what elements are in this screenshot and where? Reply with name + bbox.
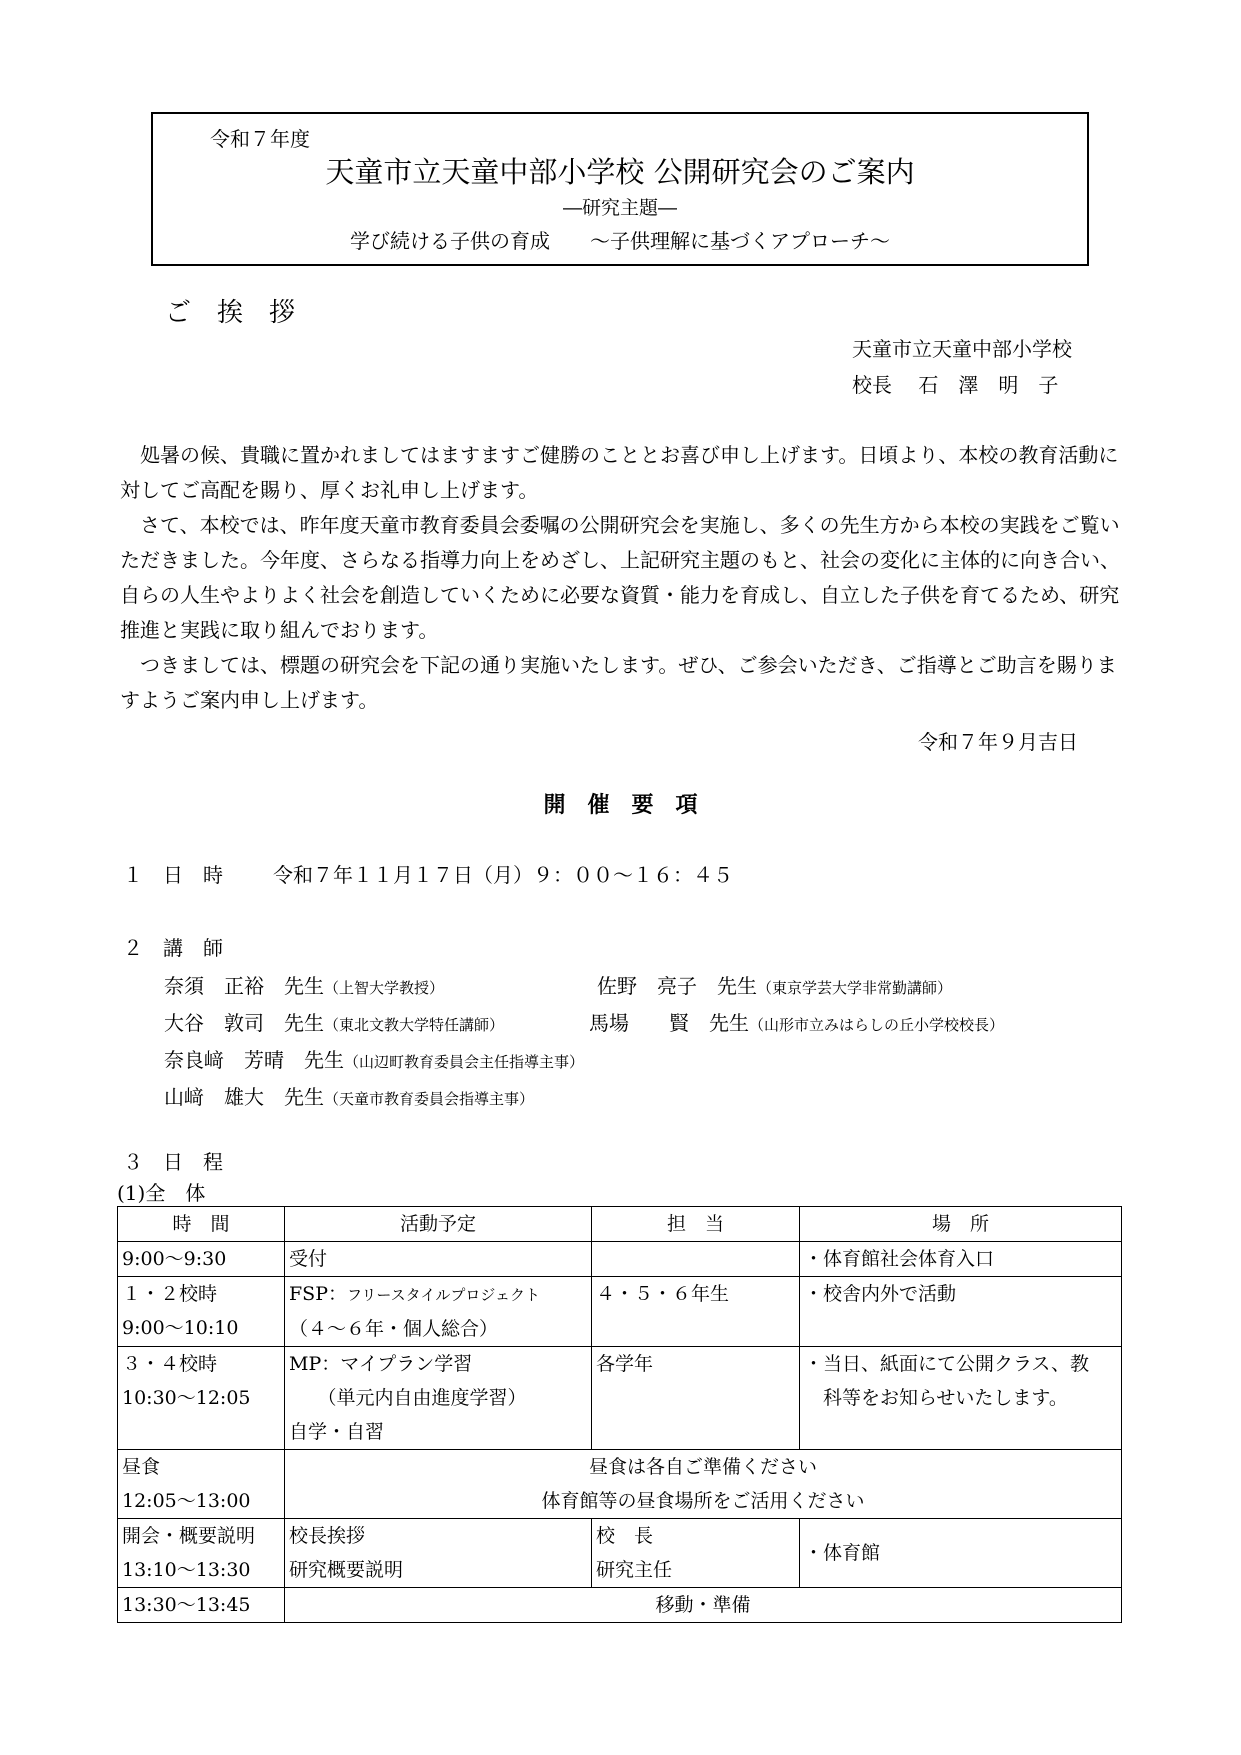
table-header-row [118, 1207, 1122, 1242]
school-name: 天童市立天童中部小学校 [852, 337, 1072, 361]
greeting-paragraph-1: 処暑の候、貴職に置かれましてはますますご健勝のこととお喜び申し上げます。日頃より、本校の教育活動に対してご高配を賜り、厚くお礼申し上げます。 [120, 443, 1119, 502]
table-row [118, 1519, 1122, 1588]
letter-date: 令和７年９月吉日 [918, 730, 1078, 754]
staff-cell: 各学年 [592, 1347, 800, 1450]
table-row [118, 1450, 1122, 1519]
table-row [118, 1347, 1122, 1450]
table-header: 活動予定 [285, 1207, 592, 1242]
place-cell: ・校舎内外で活動 [800, 1277, 1122, 1347]
table-row [118, 1588, 1122, 1623]
greeting-heading: ご 挨 拶 [165, 298, 296, 328]
page-title: 天童市立天童中部小学校 公開研究会のご案内 [325, 155, 915, 189]
datetime-value: 令和７年１１月１７日（月）９：００～１６：４５ [273, 863, 733, 887]
schedule-sub: (1)全 体 [117, 1181, 206, 1205]
lecturer: 佐野 亮子 先生（東京学芸大学非常勤講師） [597, 974, 953, 998]
table-header: 担 当 [592, 1207, 800, 1242]
table-header: 時 間 [118, 1207, 285, 1242]
time-cell: 昼食 12:05～13:00 [118, 1450, 285, 1519]
activity-cell: 受付 [285, 1242, 592, 1277]
time-cell: １・２校時 9:00～10:10 [118, 1277, 285, 1347]
table-header: 場 所 [800, 1207, 1122, 1242]
lecturer: 奈須 正裕 先生（上智大学教授） [164, 974, 445, 998]
staff-cell: 校 長 研究主任 [592, 1519, 800, 1588]
time-cell: 13:30～13:45 [118, 1588, 285, 1623]
theme-label: ―研究主題― [562, 197, 677, 219]
table-row [118, 1277, 1122, 1347]
greeting-paragraph-2: さて、本校では、昨年度天童市教育委員会委嘱の公開研究会を実施し、多くの先生方から本校の実践をご覧いただきました。今年度、さらなる指導力向上をめざし、上記研究主題のもと、社会の変化に主体的に向き合い、自らの人生やよりよく社会を創造していくために必要な資質・能力を育成し、自立した子供を育てるため、研究推進と実践に取り組んでおります。 [120, 513, 1120, 642]
activity-cell: MP：マイプラン学習 （単元内自由進度学習） 自学・自習 [285, 1347, 592, 1450]
lecturer: 大谷 敦司 先生（東北文教大学特任講師） [164, 1011, 505, 1035]
table-row [118, 1242, 1122, 1277]
fiscal-year: 令和７年度 [210, 127, 310, 151]
research-theme: 学び続ける子供の育成 ～子供理解に基づくアプローチ～ [350, 229, 890, 253]
lunch-note-cell: 昼食は各自ご準備ください 体育館等の昼食場所をご活用ください [285, 1450, 1122, 1519]
outline-heading: 開 催 要 項 [543, 792, 698, 818]
place-cell: ・体育館社会体育入口 [800, 1242, 1122, 1277]
activity-cell: FSP：フリースタイルプロジェクト （４～６年・個人総合） [285, 1277, 592, 1347]
greeting-paragraph-3: つきましては、標題の研究会を下記の通り実施いたします。ぜひ、ご参会いただき、ご指導とご助言を賜りますようご案内申し上げます。 [120, 653, 1117, 712]
principal-name: 校長 石 澤 明 子 [852, 373, 1059, 397]
place-cell: ・体育館 [800, 1519, 1122, 1588]
lecturer: 馬場 賢 先生（山形市立みはらしの丘小学校校長） [589, 1011, 1005, 1035]
lecturers-label: ２ 講 師 [123, 936, 223, 960]
time-cell: ３・４校時 10:30～12:05 [118, 1347, 285, 1450]
lecturer: 山﨑 雄大 先生（天童市教育委員会指導主事） [164, 1085, 535, 1109]
staff-cell: ４・５・６年生 [592, 1277, 800, 1347]
datetime-label: １ 日 時 [123, 863, 223, 887]
schedule-label: ３ 日 程 [123, 1150, 223, 1174]
time-cell: 9:00～9:30 [118, 1242, 285, 1277]
activity-cell: 校長挨拶 研究概要説明 [285, 1519, 592, 1588]
schedule-table [117, 1206, 1122, 1623]
transition-note-cell: 移動・準備 [285, 1588, 1122, 1623]
staff-cell [592, 1242, 800, 1277]
time-cell: 開会・概要説明 13:10～13:30 [118, 1519, 285, 1588]
place-cell: ・当日、紙面にて公開クラス、教 科等をお知らせいたします。 [800, 1347, 1122, 1450]
lecturer: 奈良﨑 芳晴 先生（山辺町教育委員会主任指導主事） [164, 1048, 585, 1072]
